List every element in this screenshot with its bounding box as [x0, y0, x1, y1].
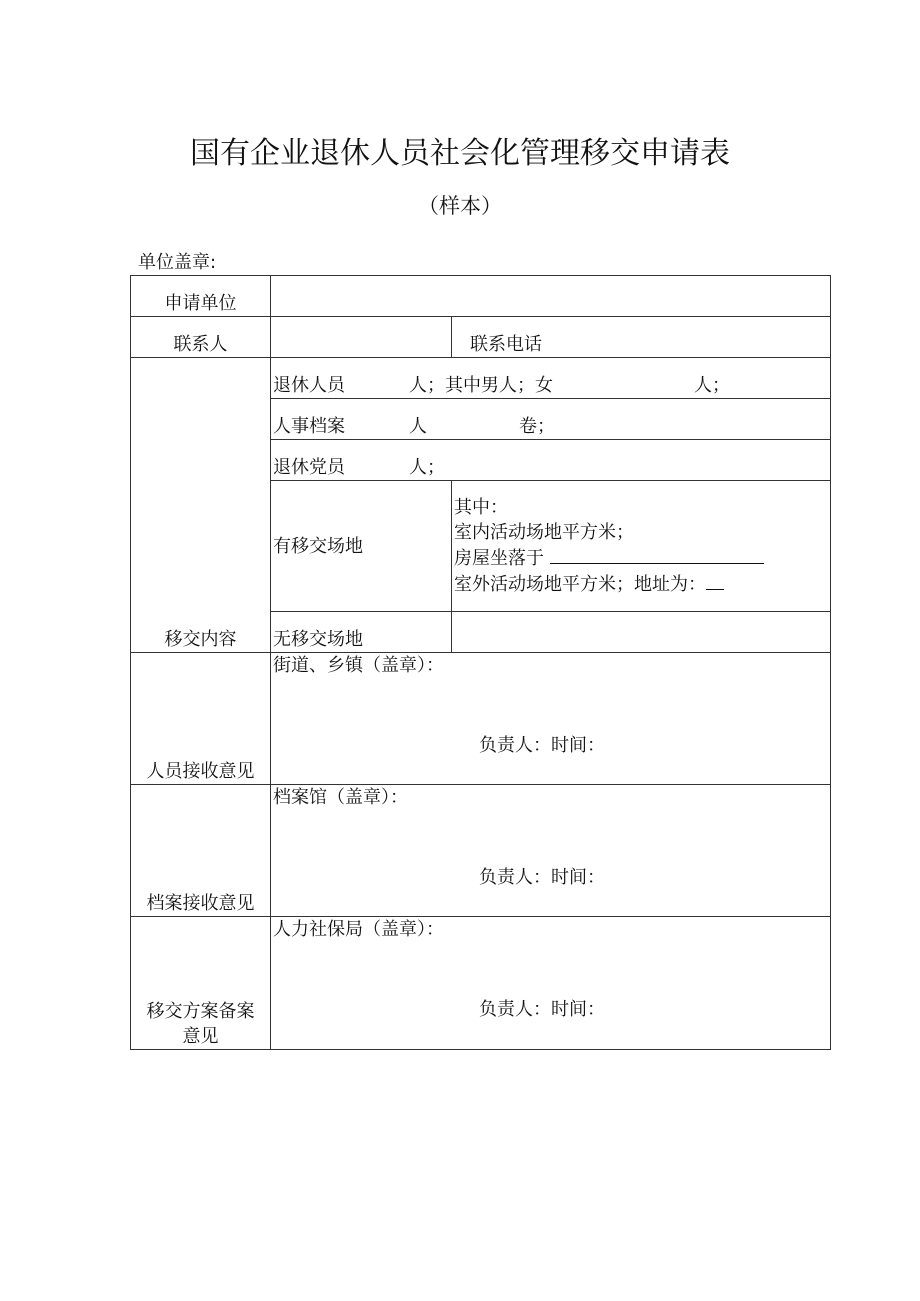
venue-line-1: 其中： — [454, 497, 508, 518]
has-venue-text: 有移交场地 — [273, 535, 363, 557]
party-members-label: 退休党员 — [273, 457, 345, 478]
archive-opinion-label: 档案接收意见 — [131, 785, 271, 917]
archive-opinion-field[interactable] — [271, 785, 831, 917]
personnel-opinion-field[interactable] — [271, 653, 831, 785]
venue-line-3 — [454, 545, 830, 571]
personnel-opinion-label: 人员接收意见 — [131, 653, 271, 785]
contact-person-field[interactable] — [271, 317, 452, 358]
page-subtitle: （样本） — [418, 194, 502, 218]
venue-location-label: 房屋坐落于 — [454, 548, 544, 569]
row-personnel-opinion — [131, 653, 831, 785]
venue-line-4 — [454, 571, 830, 597]
archives-volume-unit: 卷； — [519, 416, 555, 437]
has-venue-label — [271, 481, 452, 612]
plan-opinion-label — [131, 917, 271, 1050]
archives-person-unit: 人 — [409, 416, 427, 437]
personnel-stamp-label: 街道、乡镇（盖章）： — [273, 655, 444, 676]
applicant-unit-field[interactable] — [271, 276, 831, 317]
archives-label: 人事档案 — [273, 416, 345, 437]
retirees-field[interactable] — [271, 358, 831, 399]
applicant-unit-label: 申请单位 — [131, 276, 271, 317]
row-contact — [131, 317, 831, 358]
contact-phone-cell[interactable] — [452, 317, 831, 358]
party-members-unit: 人； — [409, 457, 445, 478]
archive-signature-label: 负责人：时间： — [479, 867, 605, 888]
row-archive-opinion — [131, 785, 831, 917]
retirees-label: 退休人员 — [273, 375, 345, 396]
contact-phone-label: 联系电话 — [470, 334, 542, 355]
transfer-content-label: 移交内容 — [131, 358, 271, 653]
plan-opinion-line-1: 移交方案备案 — [146, 1001, 255, 1022]
venue-location-blank[interactable] — [550, 545, 764, 564]
page-title: 国有企业退休人员社会化管理移交申请表 — [190, 136, 730, 171]
venue-details-field[interactable] — [452, 481, 831, 612]
personnel-signature-label: 负责人：时间： — [479, 735, 605, 756]
no-venue-field[interactable] — [452, 612, 831, 653]
archive-stamp-label: 档案馆（盖章）： — [273, 787, 408, 808]
unit-stamp-label: 单位盖章: — [138, 252, 217, 273]
retirees-female-suffix: 人； — [694, 375, 730, 396]
no-venue-label: 无移交场地 — [271, 612, 452, 653]
plan-stamp-label: 人力社保局（盖章）： — [273, 919, 444, 940]
venue-outdoor-label: 室外活动场地平方米；地址为： — [454, 574, 706, 595]
venue-line-2: 室内活动场地平方米； — [454, 522, 634, 543]
row-applicant-unit — [131, 276, 831, 317]
row-plan-opinion — [131, 917, 831, 1050]
contact-person-label: 联系人 — [131, 317, 271, 358]
plan-signature-label: 负责人：时间： — [479, 999, 605, 1020]
venue-address-blank[interactable] — [706, 571, 724, 590]
plan-opinion-line-2: 意见 — [182, 1026, 219, 1047]
plan-opinion-field[interactable] — [271, 917, 831, 1050]
transfer-application-form — [130, 275, 831, 1050]
party-members-field[interactable] — [271, 440, 831, 481]
retirees-gender-label: 人；其中男人；女 — [409, 375, 553, 396]
archives-field[interactable] — [271, 399, 831, 440]
row-retirees — [131, 358, 831, 399]
